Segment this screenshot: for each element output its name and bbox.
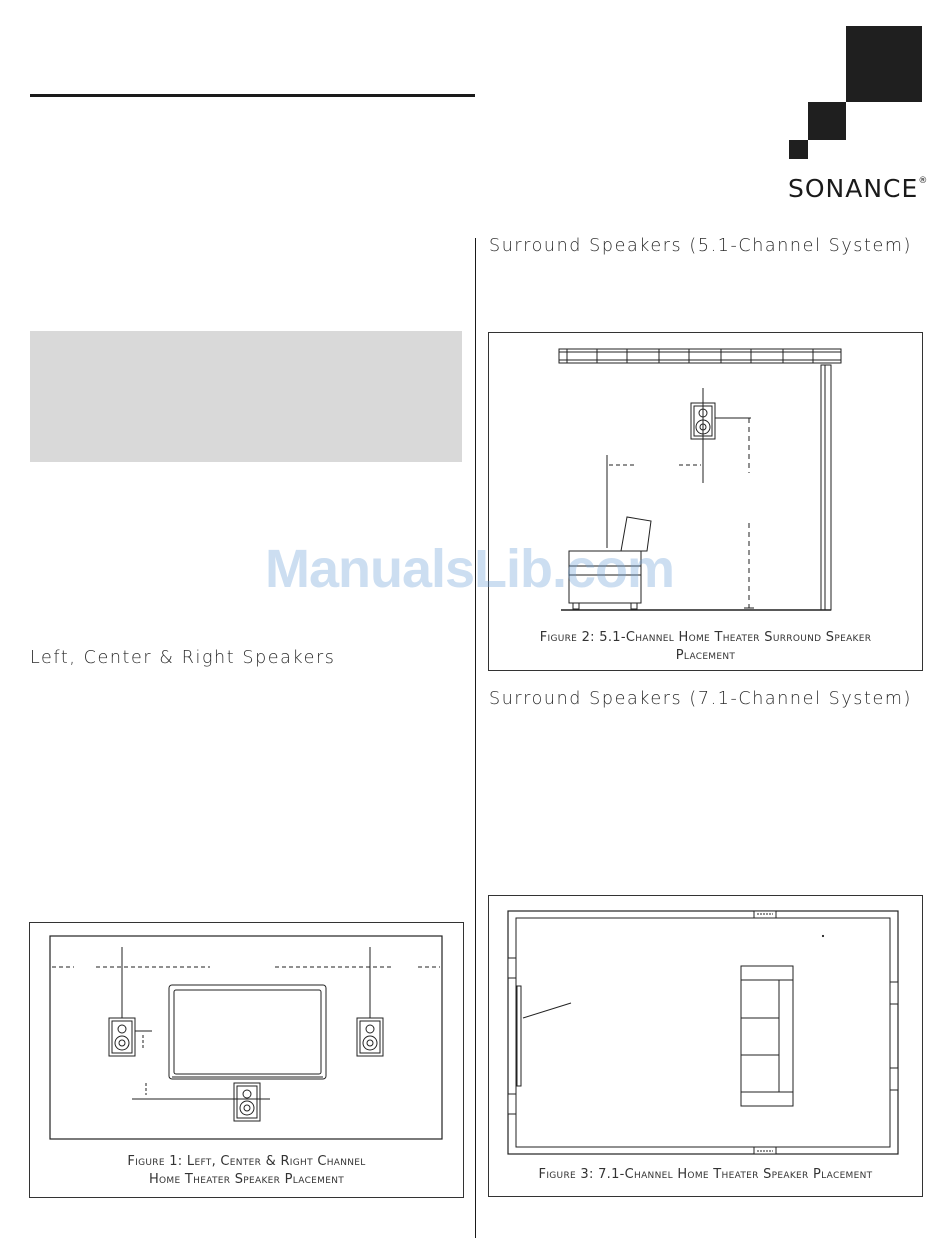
figure-2-caption-line1: Figure 2: 5.1-Channel Home Theater Surround Speaker bbox=[539, 630, 872, 645]
figure-2-diagram bbox=[489, 333, 922, 670]
top-rule bbox=[30, 94, 475, 97]
figure-3-diagram bbox=[489, 896, 922, 1196]
logo-square-small bbox=[789, 140, 808, 159]
left-speaker bbox=[109, 1018, 135, 1056]
figure-2-box bbox=[488, 332, 923, 671]
figure-1-box bbox=[29, 922, 464, 1198]
figure-1-caption bbox=[30, 1153, 463, 1189]
sonance-logo bbox=[788, 26, 938, 206]
figure-2-caption-line2: Placement bbox=[675, 648, 736, 663]
heading-surround-51: Surround Speakers (5.1-Channel System) bbox=[489, 236, 912, 256]
logo-square-medium bbox=[808, 102, 846, 140]
center-speaker bbox=[234, 1083, 260, 1121]
speaker-front-left bbox=[508, 958, 516, 978]
figure-1-caption-line1: Figure 1: Left, Center & Right Channel bbox=[127, 1154, 366, 1169]
figure-2-caption bbox=[489, 629, 922, 665]
heading-lcr-speakers: Left, Center & Right Speakers bbox=[30, 648, 336, 668]
logo-square-large bbox=[846, 26, 922, 102]
speaker-rear-1 bbox=[890, 982, 898, 1004]
speaker-front-right bbox=[508, 1094, 516, 1114]
figure-1-caption-line2: Home Theater Speaker Placement bbox=[148, 1172, 345, 1187]
speaker-rear-2 bbox=[890, 1068, 898, 1090]
figure-3-caption-line1: Figure 3: 7.1-Channel Home Theater Speaker Placement bbox=[538, 1167, 873, 1182]
sofa bbox=[741, 966, 793, 1106]
heading-surround-71: Surround Speakers (7.1-Channel System) bbox=[489, 689, 912, 709]
column-divider bbox=[475, 238, 476, 1238]
figure-3-box bbox=[488, 895, 923, 1197]
watermark: ManualsLib.com bbox=[265, 539, 675, 599]
figure-3-caption bbox=[489, 1166, 922, 1184]
right-speaker bbox=[357, 1018, 383, 1056]
screen bbox=[517, 986, 521, 1086]
note-box bbox=[30, 331, 462, 462]
tv-screen bbox=[169, 985, 326, 1079]
logo-wordmark: SONANCE® bbox=[788, 174, 929, 203]
